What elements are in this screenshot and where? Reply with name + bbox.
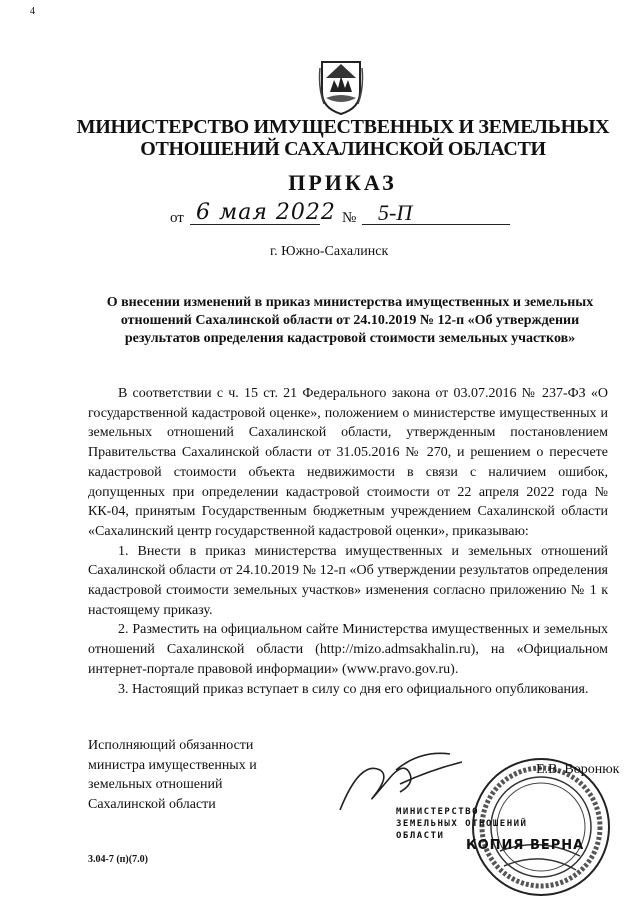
preamble-paragraph: В соответствии с ч. 15 ст. 21 Федерального закона от 03.07.2016 № 237-ФЗ «О государственной кадастровой оценке», положением о министерстве имущественных и земельных отношений Сахалинской области, утвержденным постановлением Правительства Сахалинской области от 31.05.2016 № 270, и решением о пересчете кадастровой стоимости объекта недвижимости в связи с наличием ошибок, допущенных при определении кадастровой стоимости от 22 апреля 2022 года № КК-04, принятым Государственным бюджетным учреждением Сахалинской области «Сахалинский центр государственной кадастровой оценки», приказываю: [88, 386, 608, 539]
date-number-line [170, 200, 510, 230]
number-prefix: № [342, 210, 357, 226]
handwritten-number: 5-П [378, 200, 413, 225]
position-line: министра имущественных и [88, 757, 257, 773]
ministry-title: МИНИСТЕРСТВО ИМУЩЕСТВЕННЫХ И ЗЕМЕЛЬНЫХ ОТНОШЕНИЙ САХАЛИНСКОЙ ОБЛАСТИ [76, 116, 610, 160]
order-body [88, 384, 608, 699]
position-line: Исполняющий обязанности [88, 738, 254, 753]
order-subject: О внесении изменений в приказ министерства имущественных и земельных отношений Сахалинской области от 24.10.2019 № 12-п «Об утверждении результатов определения кадастровой стоимости земельных участков» [106, 295, 594, 346]
position-line: земельных отношений [88, 777, 223, 793]
clause-1: 1. Внести в приказ министерства имущественных и земельных отношений Сахалинской области от 24.10.2019 № 12-п «Об утверждении результатов определения кадастровой стоимости земельных участков» изменения согласно приложению № 1 к настоящему приказу. [88, 543, 608, 618]
copy-certified-stamp: КОПИЯ ВЕРНА [466, 838, 585, 853]
stamp-line: ЗЕМЕЛЬНЫХ ОТНОШЕНИЙ [396, 819, 528, 829]
city-line: г. Южно-Сахалинск [270, 244, 389, 259]
coat-of-arms-emblem [318, 58, 364, 116]
clause-3: 3. Настоящий приказ вступает в силу со дня его официального опубликования. [118, 681, 589, 697]
corner-mark: 4 [30, 6, 35, 17]
clause-2: 2. Разместить на официальном сайте Министерства имущественных и земельных отношений Сахалинской области (http://mizo.admsakhalin.ru), на «Официальном интернет-портале правовой информации» (www.pravo.gov.ru). [88, 622, 608, 677]
handwritten-date: 6 мая 2022 [196, 200, 336, 225]
position-line: Сахалинской области [88, 796, 216, 812]
signatory-name: Е.В. Воронюк [536, 762, 620, 777]
document-code: 3.04-7 (п)(7.0) [88, 854, 148, 865]
stamp-line: ОБЛАСТИ [396, 831, 445, 841]
document-type: ПРИКАЗ [288, 170, 397, 195]
date-prefix: от [170, 210, 184, 226]
stamp-line: МИНИСТЕРСТВО [396, 807, 480, 817]
signatory-position [88, 736, 257, 814]
stamp-ministry [396, 806, 527, 842]
